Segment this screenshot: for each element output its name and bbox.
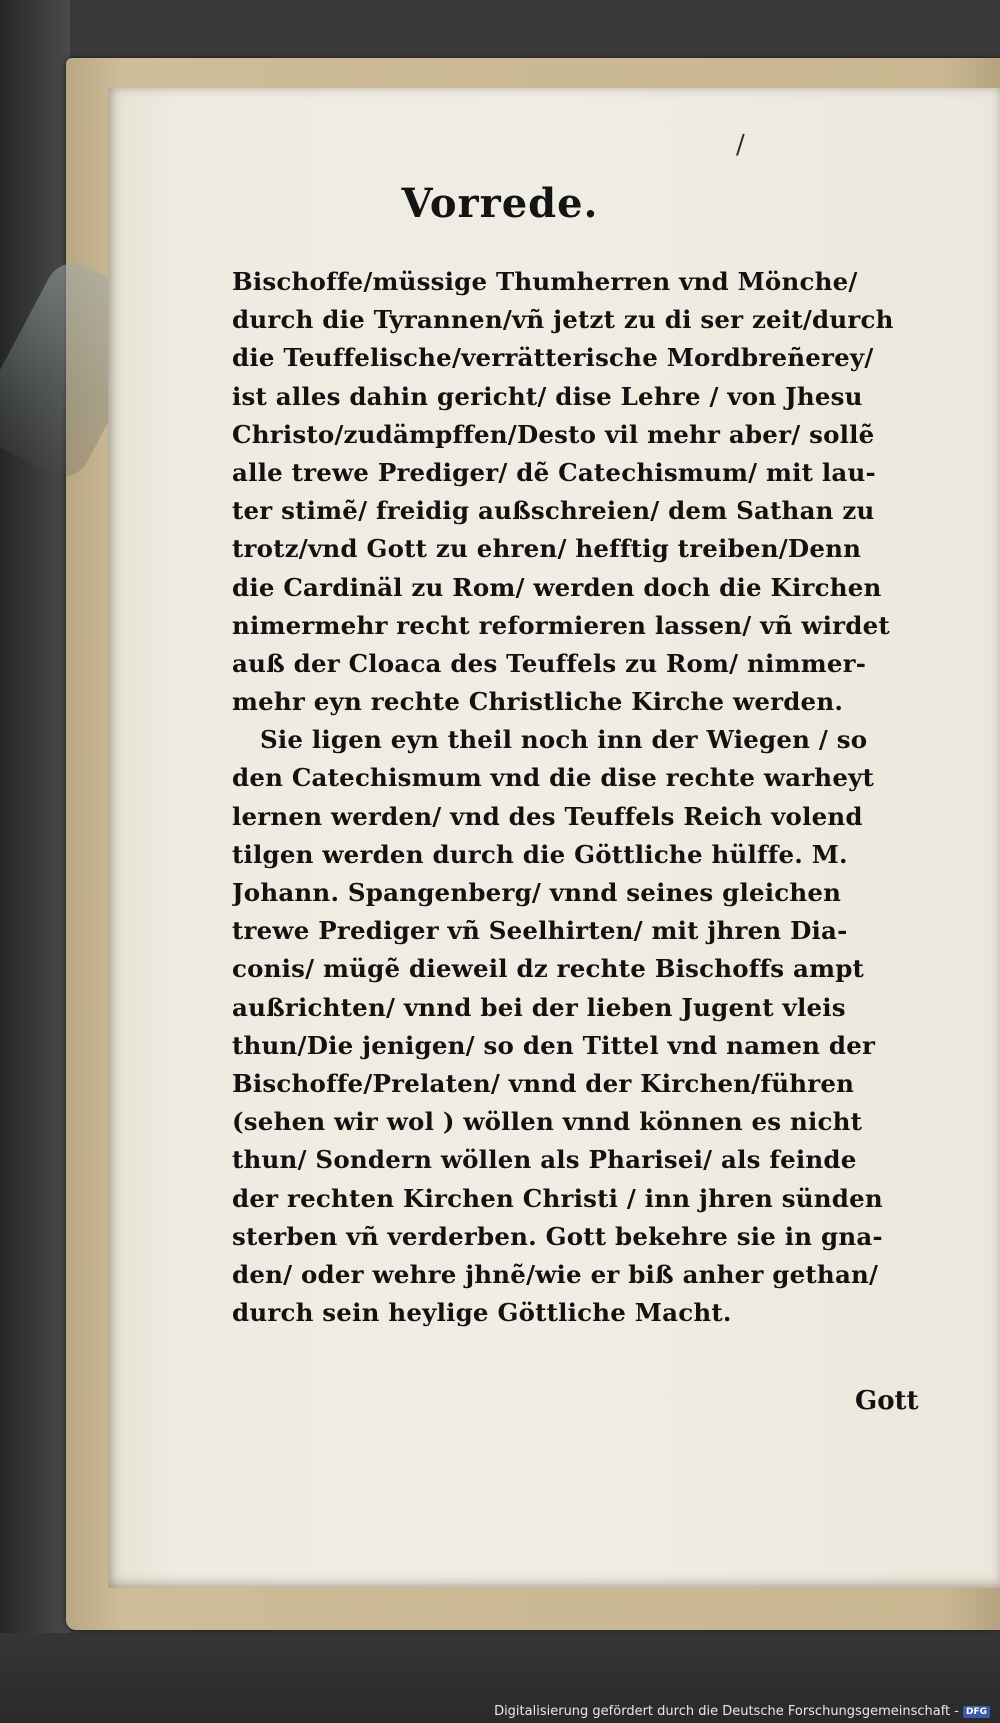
text-line: lernen werden/ vnd des Teuffels Reich volend (232, 801, 863, 831)
text-line: die Teuffelische/verrätterische Mordbreñerey/ (232, 343, 874, 373)
text-line: tilgen werden durch die Göttliche hülffe. M. (232, 839, 848, 869)
scanner-backdrop-left (0, 0, 70, 1723)
main-text-block (232, 263, 962, 1332)
text-line: conis/ mügẽ dieweil dz rechte Bischoffs ampt (232, 954, 865, 984)
text-line: auß der Cloaca des Teuffels zu Rom/ nimmer- (232, 648, 867, 678)
text-line: den/ oder wehre jhnẽ/wie er biß anher gethan/ (232, 1259, 879, 1289)
text-line: thun/ Sondern wöllen als Pharisei/ als feinde (232, 1145, 857, 1175)
text-line: sterben vñ verderben. Gott bekehre sie in gna- (232, 1221, 883, 1251)
text-line: die Cardinäl zu Rom/ werden doch die Kirchen (232, 572, 882, 602)
text-line: den Catechismum vnd die dise rechte warheyt (232, 763, 875, 793)
text-line: Bischoffe/müssige Thumherren vnd Mönche/ (232, 267, 858, 296)
text-line: trewe Prediger vñ Seelhirten/ mit jhren Dia- (232, 916, 848, 946)
text-line: mehr eyn rechte Christliche Kirche werden. (232, 687, 844, 717)
page-mark: / (736, 130, 745, 160)
text-line: Johann. Spangenberg/ vnnd seines gleichen (232, 878, 842, 907)
catchword: Gott (855, 1386, 919, 1416)
text-line: Bischoffe/Prelaten/ vnnd der Kirchen/führen (232, 1068, 855, 1098)
digitization-footer (494, 1704, 990, 1719)
text-line: Sie ligen eyn theil noch inn der Wiegen / so (260, 725, 868, 755)
text-line: alle trewe Prediger/ dẽ Catechismum/ mit lau- (232, 457, 876, 487)
text-line: ter stimẽ/ freidig außschreien/ dem Sathan zu (232, 496, 875, 526)
text-line: Christo/zudämpffen/Desto vil mehr aber/ sollẽ (232, 419, 875, 449)
running-head: Vorrede. (401, 180, 599, 227)
text-line: nimermehr recht reformieren lassen/ vñ wirdet (232, 610, 890, 640)
text-line: trotz/vnd Gott zu ehren/ hefftig treiben/Denn (232, 534, 862, 564)
text-line: außrichten/ vnnd bei der lieben Jugent vleis (232, 992, 846, 1022)
text-line: durch die Tyrannen/vñ jetzt zu di ser zeit/durch (232, 305, 894, 335)
dfg-logo-icon: DFG (963, 1706, 990, 1718)
text-line: (sehen wir wol ) wöllen vnnd können es nicht (232, 1107, 863, 1137)
footer-credit: Digitalisierung gefördert durch die Deutsche Forschungsgemeinschaft - (494, 1704, 959, 1719)
text-line: thun/Die jenigen/ so den Tittel vnd namen der (232, 1030, 876, 1060)
text-line: durch sein heylige Göttliche Macht. (232, 1298, 732, 1328)
text-line: der rechten Kirchen Christi / inn jhren sünden (232, 1183, 883, 1213)
text-line: ist alles dahin gericht/ dise Lehre / von Jhesu (232, 381, 863, 411)
